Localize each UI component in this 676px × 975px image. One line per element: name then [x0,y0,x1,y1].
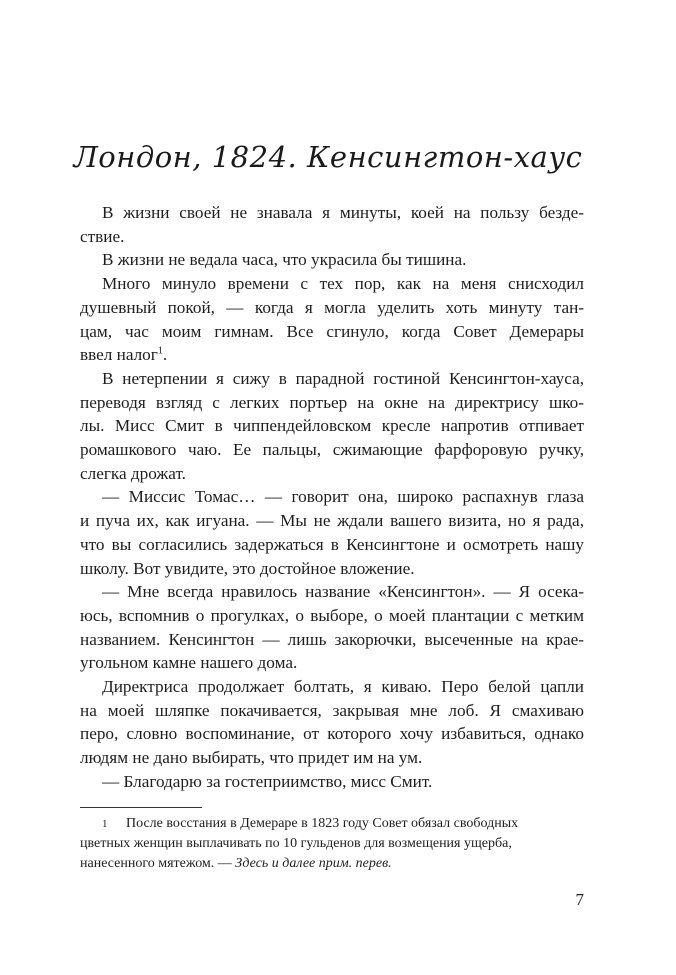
text-line: названием. Кенсингтон — лишь закорючки, высеченные на крае- [80,629,584,649]
paragraph [80,201,584,248]
page-number: 7 [575,890,584,909]
paragraph [80,367,584,486]
footnote-divider [80,807,202,808]
text-line: душевный покой, — когда я могла уделить хоть минуту тан- [80,297,584,317]
paragraph [80,272,584,367]
text-line: на моей шляпке покачивается, закрывая мне лоб. Я смахиваю [80,700,584,720]
text-line: — Мне всегда нравилось название «Кенсингтон». — Я осека- [102,582,584,602]
text-line: слегка дрожат. [80,463,186,483]
body-text [80,201,584,794]
text-line: В нетерпении я сижу в парадной гостиной Кенсингтон-хауса, [102,368,584,388]
footnote-line [80,814,584,834]
footnote-line: цветных женщин выплачивать по 10 гульденов для возмещения ущерба, [80,836,512,851]
footnote [80,814,584,874]
footnote-text: После восстания в Демераре в 1823 году Совет обязал свободных [126,816,519,831]
footnote-number: 1 [102,818,108,830]
footnote-text: нанесенного мятежом. — [80,856,236,871]
text-line: переводя взгляд с легких портьер на окне на директрису шко- [80,392,584,412]
text-line: Директриса продолжает болтать, я киваю. Перо белой цапли [102,677,584,697]
text-line: — Миссис Томас… — говорит она, широко распахнув глаза [102,487,584,507]
footnote-reference[interactable]: 1 [157,345,163,357]
chapter-title: Лондон, 1824. Кенсингтон-хаус [73,140,583,174]
text-line: ствие. [80,226,125,246]
paragraph [80,770,584,794]
text-line: Много минуло времени с тех пор, как на меня снисходил [102,274,584,294]
paragraph [80,580,584,675]
text-line: что вы согласились задержаться в Кенсингтоне и осмотреть нашу [80,534,584,554]
text-line: — Благодарю за гостеприимство, мисс Смит. [102,771,433,791]
text-line: и пуча их, как игуана. — Мы не ждали вашего визита, но я рада, [80,511,584,531]
paragraph [80,485,584,580]
text-line: школу. Вот увидите, это достойное вложение. [80,558,415,578]
text-line: ввел налог [80,345,158,365]
text-line-with-footnote: ввел налог$^1$. [80,345,168,365]
paragraph [80,675,584,770]
text-line: лы. Мисс Смит в чиппендейловском кресле напротив отпивает [80,416,584,436]
paragraph [80,248,584,272]
text-line: цам, час моим гимнам. Все сгинуло, когда Совет Демерары [80,321,584,341]
text-line: ромашкового чаю. Ее пальцы, сжимающие фарфоровую ручку, [80,440,584,460]
text-line: перо, словно воспоминание, от которого хочу избавиться, однако [80,724,584,744]
text-line: угольном камне нашего дома. [80,653,298,673]
footnote-translator-note: Здесь и далее прим. перев. [235,856,392,871]
text-line: В жизни не ведала часа, что украсила бы тишина. [102,250,467,270]
text-line: юсь, вспомнив о прогулках, о выборе, о моей плантации с метким [80,605,584,625]
text-line: В жизни своей не знавала я минуты, коей на пользу безде- [102,203,584,222]
text-line: людям не дано выбирать, что придет им на ум. [80,748,423,768]
footnote-line [80,854,584,874]
